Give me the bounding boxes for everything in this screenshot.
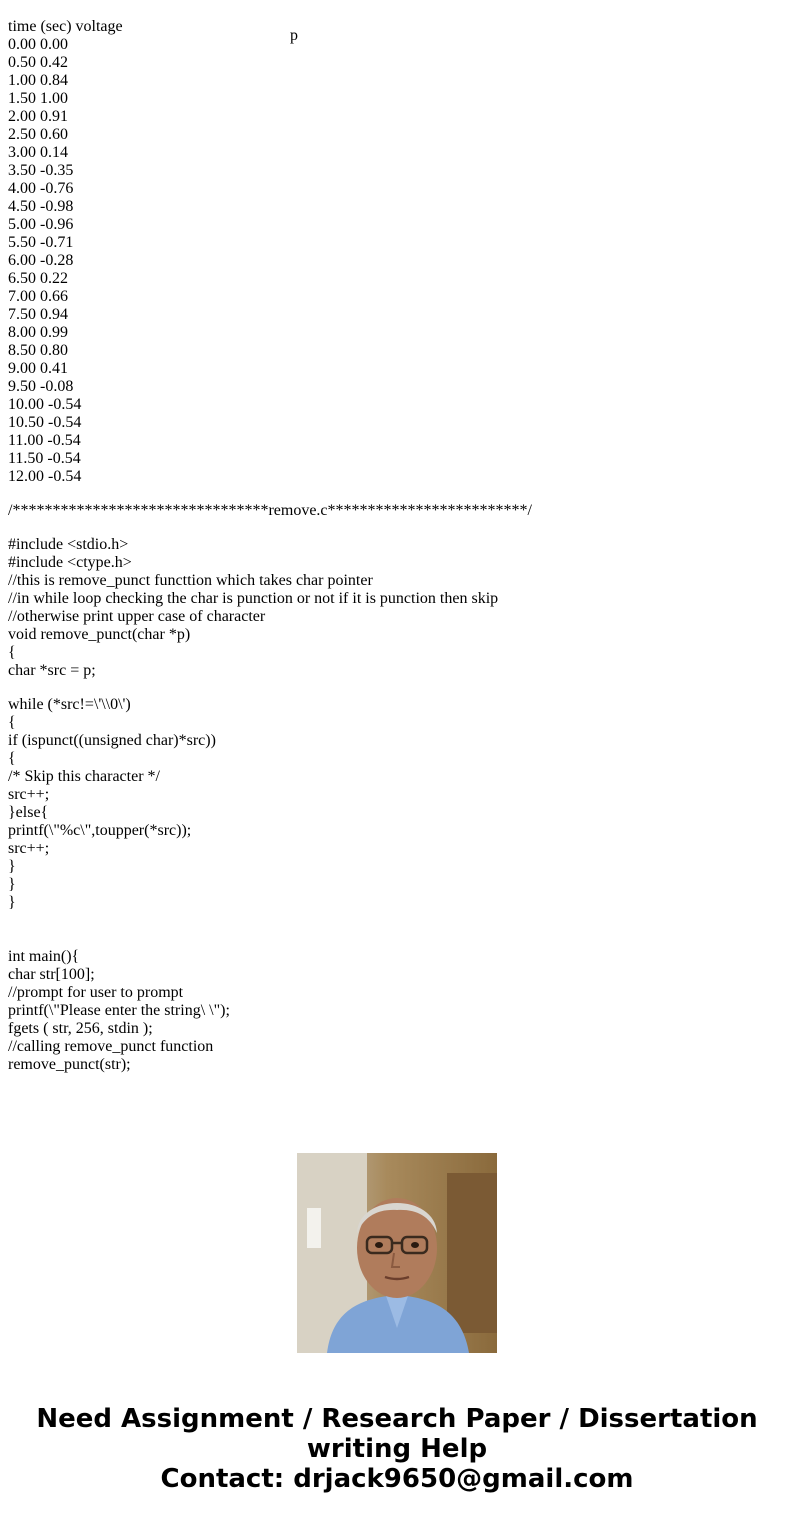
code-line: //in while loop checking the char is punction or not if it is punction then skip (8, 590, 499, 607)
code-line: } (8, 858, 16, 875)
table-row: 2.00 0.91 (8, 108, 68, 125)
code-block-main (8, 948, 788, 1074)
code-line: #include <ctype.h> (8, 554, 132, 571)
table-row: 11.50 -0.54 (8, 450, 81, 467)
code-line: while (*src!=\'\\0\') (8, 696, 131, 713)
table-row: 8.50 0.80 (8, 342, 68, 359)
code-line: remove_punct(str); (8, 1056, 131, 1073)
table-row: 10.50 -0.54 (8, 414, 82, 431)
code-line: { (8, 750, 16, 767)
table-row: 4.00 -0.76 (8, 180, 74, 197)
code-line: } (8, 894, 16, 911)
code-block-includes (8, 536, 788, 680)
code-line: printf(\"%c\",toupper(*src)); (8, 822, 192, 839)
code-block-while-loop (8, 696, 788, 912)
promo-line-2: writing Help (306, 1434, 488, 1464)
data-table (8, 18, 788, 486)
code-line: char *src = p; (8, 662, 96, 679)
document-body (8, 0, 788, 1074)
code-line: printf(\"Please enter the string\ \"); (8, 1002, 230, 1019)
table-row: 3.00 0.14 (8, 144, 68, 161)
table-row: 1.00 0.84 (8, 72, 68, 89)
promo-line-1: Need Assignment / Research Paper / Dissertation (36, 1404, 758, 1434)
table-header: time (sec) voltage (8, 18, 123, 35)
table-row: 4.50 -0.98 (8, 198, 74, 215)
table-row: 0.50 0.42 (8, 54, 68, 71)
code-line: } (8, 876, 16, 893)
code-line: void remove_punct(char *p) (8, 626, 191, 643)
code-line: }else{ (8, 804, 49, 821)
clipped-header-fragment: p (290, 27, 298, 44)
table-row: 2.50 0.60 (8, 126, 68, 143)
table-row: 9.50 -0.08 (8, 378, 74, 395)
table-row: 5.00 -0.96 (8, 216, 74, 233)
code-line: //this is remove_punct functtion which takes char pointer (8, 572, 373, 589)
code-line: //otherwise print upper case of character (8, 608, 266, 625)
code-line: { (8, 714, 16, 731)
code-line: src++; (8, 786, 50, 803)
table-row: 7.00 0.66 (8, 288, 68, 305)
table-row: 11.00 -0.54 (8, 432, 81, 449)
table-row: 6.50 0.22 (8, 270, 68, 287)
code-line: int main(){ (8, 948, 80, 965)
table-row: 6.00 -0.28 (8, 252, 74, 269)
code-banner: /********************************remove.c*************************/ (8, 502, 532, 519)
code-line: fgets ( str, 256, stdin ); (8, 1020, 153, 1037)
code-line: if (ispunct((unsigned char)*src)) (8, 732, 216, 749)
table-row: 5.50 -0.71 (8, 234, 74, 251)
promo-contact: Contact: drjack9650@gmail.com (160, 1464, 634, 1494)
code-line: //prompt for user to prompt (8, 984, 184, 1001)
code-line: char str[100]; (8, 966, 95, 983)
code-line: src++; (8, 840, 50, 857)
code-line: /* Skip this character */ (8, 768, 160, 785)
table-row: 8.00 0.99 (8, 324, 68, 341)
author-photo (297, 1153, 497, 1353)
table-row: 3.50 -0.35 (8, 162, 74, 179)
table-rows (8, 36, 788, 486)
person-photo-icon (297, 1153, 497, 1353)
table-row: 0.00 0.00 (8, 36, 68, 53)
table-row: 12.00 -0.54 (8, 468, 82, 485)
table-row: 1.50 1.00 (8, 90, 68, 107)
table-row: 10.00 -0.54 (8, 396, 82, 413)
table-row: 7.50 0.94 (8, 306, 68, 323)
code-line: #include <stdio.h> (8, 536, 129, 553)
promo-banner (0, 1404, 794, 1494)
code-line: { (8, 644, 16, 661)
table-row: 9.00 0.41 (8, 360, 68, 377)
code-line: //calling remove_punct function (8, 1038, 214, 1055)
